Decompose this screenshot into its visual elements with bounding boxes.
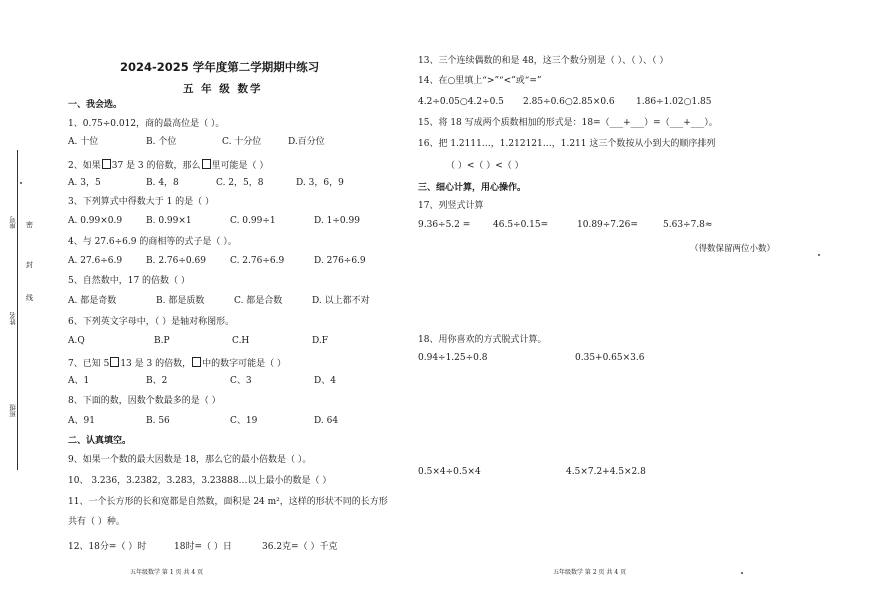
q4-option-a: A. 27.6÷6.9 xyxy=(68,256,123,266)
q7-option-c: C、3 xyxy=(230,376,252,386)
q17-item-d: 5.63÷7.8≈ xyxy=(663,220,713,230)
q9: 9、如果一个数的最大因数是 18，那么它的最小倍数是（ ）。 xyxy=(68,455,312,465)
scan-speck xyxy=(741,572,743,574)
q2-stem-part-3: 里可能是（ ） xyxy=(211,161,269,171)
q7-option-a: A、1 xyxy=(68,376,90,386)
q4-option-d: D. 276÷6.9 xyxy=(314,256,366,266)
q18: 18、用你喜欢的方式脱式计算。 xyxy=(418,335,547,345)
q18-item-d: 4.5×7.2+4.5×2.8 xyxy=(566,467,646,477)
q17-item-a: 9.36÷5.2 = xyxy=(418,220,471,230)
seal-char-feng: 封 xyxy=(26,261,33,269)
q14-item-c: 1.86÷1.02○1.85 xyxy=(636,97,712,107)
q18-item-b: 0.35+0.65×3.6 xyxy=(575,353,645,363)
q16-line-1: 16、把 1.2111…，1.212121…，1.211 这三个数按从小到大的顺序排列 xyxy=(418,139,716,149)
section-2-heading: 二、认真填空。 xyxy=(68,436,132,446)
q5-option-c: C. 都是合数 xyxy=(234,296,283,306)
scan-speck xyxy=(818,254,820,256)
q18-item-c: 0.5×4÷0.5×4 xyxy=(418,467,481,477)
q16-line-2: （ ）<（ ）<（ ） xyxy=(446,161,524,171)
q14-item-a: 4.2÷0.05○4.2÷0.5 xyxy=(418,97,504,107)
q12-part-a: 12、18分=（ ）时 xyxy=(68,542,147,552)
q4-option-c: C. 2.76÷6.9 xyxy=(230,256,285,266)
q3-option-d: D. 1÷0.99 xyxy=(314,216,360,226)
name-label: 姓名 xyxy=(9,312,17,325)
blank-box-icon xyxy=(192,357,201,367)
q4-option-b: B. 2.76÷0.69 xyxy=(146,256,206,266)
q3-option-a: A. 0.99×0.9 xyxy=(68,216,123,226)
q1-option-b: B. 个位 xyxy=(146,137,177,147)
q14-item-b: 2.85÷0.6○2.85×0.6 xyxy=(523,97,615,107)
q12-part-c: 36.2克=（ ）千克 xyxy=(262,542,338,552)
q8-stem: 8、下面的数，因数个数最多的是（ ） xyxy=(68,396,221,406)
q17: 17、列竖式计算 xyxy=(418,201,484,211)
q6-option-a: A.Q xyxy=(68,336,85,346)
q5-option-b: B. 都是质数 xyxy=(156,296,205,306)
q2-option-d: D. 3，6，9 xyxy=(296,178,344,188)
q3-option-b: B. 0.99×1 xyxy=(146,216,192,226)
q6-stem: 6、下列英文字母中，（ ）是轴对称图形。 xyxy=(68,317,235,327)
q2-option-b: B. 4，8 xyxy=(146,178,179,188)
q4-stem: 4、与 27.6÷6.9 的商相等的式子是（ ）。 xyxy=(68,237,237,247)
q7-stem-part-2: 13 是 3 的倍数， xyxy=(120,359,192,369)
q11-line-2: 共有（ ）种。 xyxy=(68,517,125,527)
q7-option-d: D、4 xyxy=(314,376,336,386)
q17-item-c: 10.89÷7.26= xyxy=(577,220,638,230)
q1-option-c: C. 十分位 xyxy=(222,137,262,147)
q5-option-d: D. 以上都不对 xyxy=(312,296,370,306)
q7-stem-part-1: 7、已知 5 xyxy=(68,359,110,369)
class-label: 班级 xyxy=(9,404,17,417)
blank-box-icon xyxy=(202,159,211,169)
section-3-heading: 三、细心计算，用心操作。 xyxy=(418,183,527,193)
q17-item-b: 46.5÷0.15= xyxy=(493,220,549,230)
seal-char-mi: 密 xyxy=(26,221,33,229)
q8-option-b: B. 56 xyxy=(146,416,170,426)
q15: 15、将 18 写成两个质数相加的形式是：18=（___+___）=（___+___）。 xyxy=(418,118,718,128)
exam-title: 2024-2025 学年度第二学期期中练习 xyxy=(120,60,320,74)
seat-number-label: 座号 xyxy=(9,216,17,229)
q3-stem: 3、下列算式中得数大于 1 的是（ ） xyxy=(68,197,215,207)
q14: 14、在○里填上“>”“<”或“=” xyxy=(418,76,542,86)
q2-stem-part-1: 2、如果 xyxy=(68,161,101,171)
q2-stem-part-2: 37 是 3 的倍数，那么 xyxy=(111,161,201,171)
q13: 13、三个连续偶数的和是 48，这三个数分别是（ ）、（ ）、（ ） xyxy=(418,56,669,66)
q7-stem-part-3: 中的数字可能是（ ） xyxy=(202,359,286,369)
q5-option-a: A. 都是奇数 xyxy=(68,296,117,306)
q10: 10、 3.236，3.2382，3.283，3.23888…以上最小的数是（ ） xyxy=(68,476,332,486)
blank-box-icon xyxy=(102,159,111,169)
q2-option-a: A. 3，5 xyxy=(68,178,101,188)
q18-item-a: 0.94÷1.25÷0.8 xyxy=(418,353,488,363)
q5-stem: 5、自然数中，17 的倍数（ ） xyxy=(68,276,190,286)
q6-option-b: B.P xyxy=(154,336,170,346)
exam-subtitle: 五 年 级 数学 xyxy=(183,83,263,95)
scan-speck xyxy=(20,182,22,184)
section-1-heading: 一、我会选。 xyxy=(68,100,123,110)
q12-part-b: 18时=（ ）日 xyxy=(174,542,232,552)
q6-option-d: D.F xyxy=(312,336,329,346)
q11-line-1: 11、一个长方形的长和宽都是自然数，面积是 24 m²，这样的形状不同的长方形 xyxy=(68,497,388,507)
q1-stem: 1、0.75÷0.012，商的最高位是（ ）。 xyxy=(68,119,225,129)
footer-page-right: 五年级数学 第 2 页 共 4 页 xyxy=(553,569,627,576)
q7-option-b: B、2 xyxy=(146,376,168,386)
q17-note: （得数保留两位小数） xyxy=(690,244,776,254)
binding-line xyxy=(17,150,18,470)
q1-option-d: D.百分位 xyxy=(288,137,325,147)
q6-option-c: C.H xyxy=(232,336,250,346)
q2-option-c: C. 2，5，8 xyxy=(216,178,264,188)
q1-option-a: A. 十位 xyxy=(68,137,99,147)
seal-char-xian: 线 xyxy=(26,294,33,302)
q7-stem xyxy=(68,357,286,369)
q2-stem xyxy=(68,159,268,171)
q8-option-a: A、91 xyxy=(68,416,95,426)
q3-option-c: C. 0.99÷1 xyxy=(230,216,276,226)
blank-box-icon xyxy=(110,357,119,367)
footer-page-left: 五年级数学 第 1 页 共 4 页 xyxy=(130,569,204,576)
q8-option-d: D. 64 xyxy=(314,416,339,426)
q8-option-c: C、19 xyxy=(230,416,258,426)
